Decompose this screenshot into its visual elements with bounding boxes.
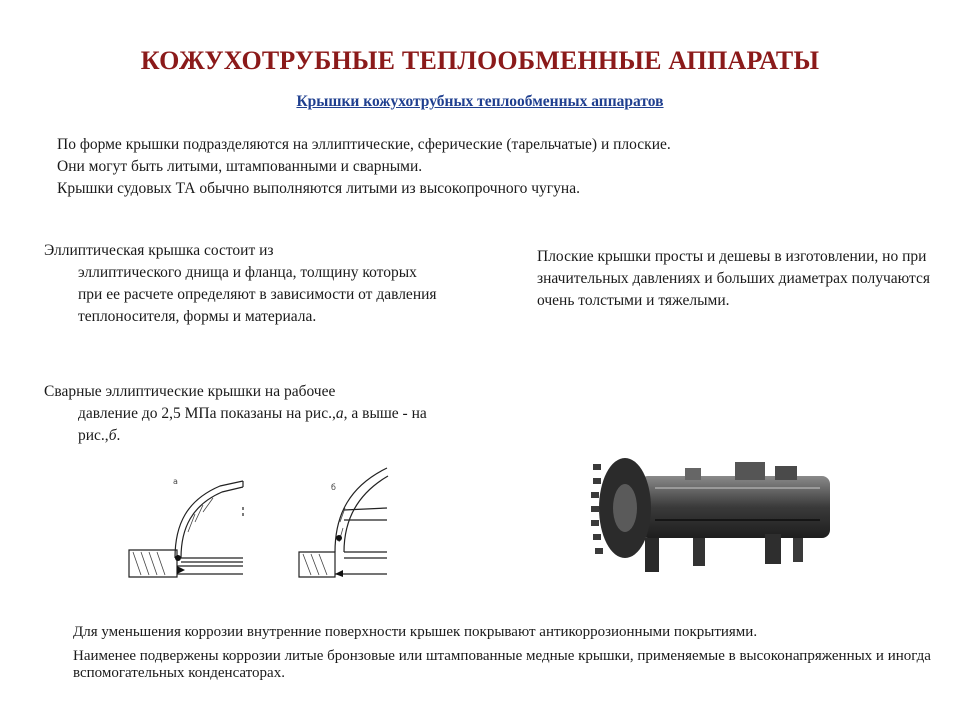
flat-cover-paragraph: Плоские крышки просты и дешевы в изготовлении, но при значительных давлениях и больших диаметрах получаются очень толстыми и тяжелыми. [537, 248, 930, 309]
intro-line: Крышки судовых ТА обычно выполняются литыми из высокопрочного чугуна. [57, 180, 580, 197]
bottom-note: Наименее подвержены коррозии литые бронзовые или штампованные медные крышки, применяемые в высоконапряженных и иногда вспомогательных конденсаторах. [73, 647, 931, 681]
welded-text-b: , а выше - на рис., [78, 405, 427, 444]
welded-line-1: Сварные эллиптические крышки на рабочее [44, 383, 336, 400]
welded-rest [44, 403, 444, 447]
elliptical-rest: эллиптического днища и фланца, толщину которых при ее расчете определяют в зависимости от давления теплоносителя, формы и материала. [78, 264, 437, 325]
elliptical-cover-paragraph [44, 240, 444, 328]
slide-title: КОЖУХОТРУБНЫЕ ТЕПЛООБМЕННЫЕ АППАРАТЫ [140, 46, 820, 75]
welded-text-end: . [116, 427, 121, 444]
welded-cover-drawing-b [295, 462, 410, 584]
welded-fig-b-ref: б [108, 427, 117, 444]
bottom-notes [73, 624, 933, 689]
figure-b-label: б [331, 483, 336, 492]
welded-text-a: давление до 2,5 МПа показаны на рис., [78, 405, 336, 422]
welded-cover-paragraph [44, 381, 444, 447]
heat-exchanger-photo [585, 448, 845, 580]
intro-block [57, 134, 671, 200]
slide-subtitle: Крышки кожухотрубных теплообменных аппаратов [296, 93, 664, 110]
elliptical-line-1: Эллиптическая крышка состоит из [44, 242, 274, 259]
welded-cover-drawing-a [125, 462, 265, 584]
intro-line: Они могут быть литыми, штампованными и сварными. [57, 158, 423, 175]
intro-line: По форме крышки подразделяются на эллиптические, сферические (тарельчатые) и плоские. [57, 136, 671, 153]
bottom-note: Для уменьшения коррозии внутренние поверхности крышек покрывают антикоррозионными покрытиями. [73, 624, 758, 640]
figure-a-label: а [173, 477, 178, 486]
welded-fig-a-ref: а [335, 405, 344, 422]
